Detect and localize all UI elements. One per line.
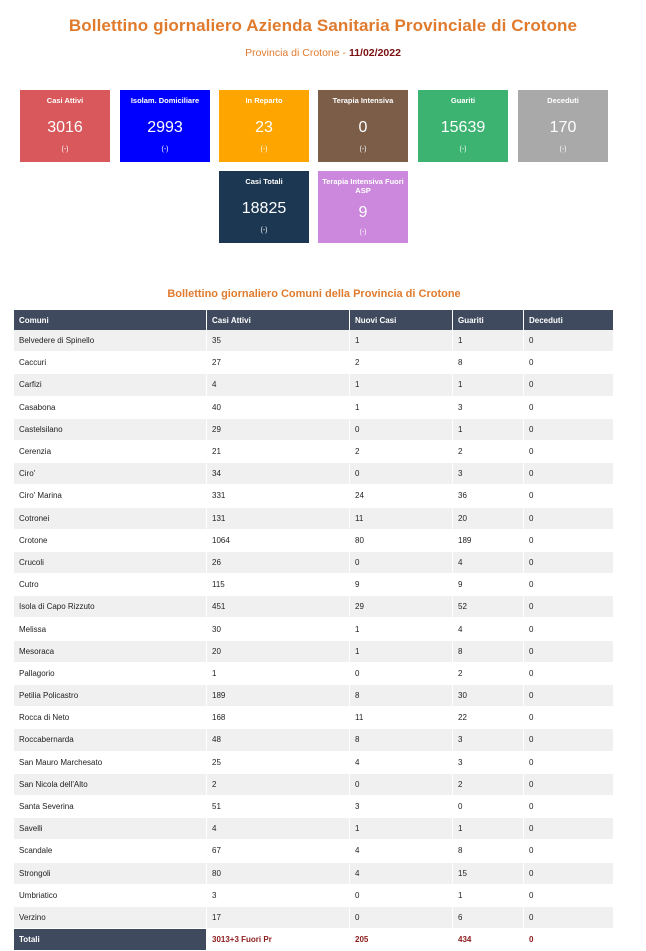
cell-casi-attivi: 48 [207,729,350,751]
cell-guariti: 4 [453,618,524,640]
table-row [14,707,614,729]
card-casi-attivi [20,90,110,162]
cell-casi-attivi: 20 [207,641,350,663]
cell-casi-attivi: 2 [207,774,350,796]
table-row [14,397,614,419]
table-row [14,441,614,463]
cell-guariti: 3 [453,463,524,485]
cell-deceduti: 0 [524,907,614,929]
table-row [14,663,614,685]
totals-casi-attivi: 3013+3 Fuori Pr [207,929,350,951]
cell-comune: Belvedere di Spinello [14,330,207,352]
cell-nuovi-casi: 0 [350,419,453,441]
card-delta: (-) [359,146,367,153]
table-row [14,374,614,396]
cell-comune: Mesoraca [14,641,207,663]
column-header-deceduti: Deceduti [524,310,614,330]
cell-nuovi-casi: 1 [350,818,453,840]
card-deceduti [518,90,608,162]
cell-nuovi-casi: 0 [350,885,453,907]
cell-comune: Caccuri [14,352,207,374]
totals-guariti: 434 [453,929,524,951]
cell-deceduti: 0 [524,552,614,574]
cell-guariti: 1 [453,330,524,352]
column-header-comuni: Comuni [14,310,207,330]
card-delta: (-) [260,146,268,153]
cell-nuovi-casi: 11 [350,707,453,729]
card-in-reparto [219,90,309,162]
cell-comune: Santa Severina [14,796,207,818]
cell-nuovi-casi: 1 [350,374,453,396]
cell-casi-attivi: 131 [207,508,350,530]
cell-guariti: 36 [453,485,524,507]
cell-casi-attivi: 40 [207,397,350,419]
cell-guariti: 22 [453,707,524,729]
cell-comune: Petilia Policastro [14,685,207,707]
cell-deceduti: 0 [524,352,614,374]
cell-guariti: 3 [453,397,524,419]
card-label: Guariti [450,96,476,105]
cell-deceduti: 0 [524,774,614,796]
cell-deceduti: 0 [524,508,614,530]
cell-casi-attivi: 17 [207,907,350,929]
cell-deceduti: 0 [524,441,614,463]
cell-nuovi-casi: 29 [350,596,453,618]
card-value: 23 [255,119,273,136]
cell-deceduti: 0 [524,330,614,352]
cell-deceduti: 0 [524,863,614,885]
table-title: Bollettino giornaliero Comuni della Provincia di Crotone [167,288,461,300]
card-label: In Reparto [245,96,283,105]
cell-comune: Scandale [14,840,207,862]
cell-comune: Ciro' [14,463,207,485]
cell-guariti: 2 [453,663,524,685]
cell-casi-attivi: 26 [207,552,350,574]
totals-row [14,929,614,951]
cell-casi-attivi: 331 [207,485,350,507]
cell-nuovi-casi: 3 [350,796,453,818]
table-row [14,419,614,441]
cell-comune: Umbriatico [14,885,207,907]
column-header-casi-attivi: Casi Attivi [207,310,350,330]
cell-nuovi-casi: 8 [350,685,453,707]
card-label: Terapia Intensiva Fuori ASP [322,177,404,195]
card-value: 2993 [147,119,183,136]
cell-deceduti: 0 [524,685,614,707]
card-terapia-intensiva-fuori-asp [318,171,408,243]
cell-casi-attivi: 21 [207,441,350,463]
card-label: Casi Totali [245,177,283,186]
table-row [14,508,614,530]
bulletin-date: 11/02/2022 [348,47,401,59]
cell-casi-attivi: 80 [207,863,350,885]
cell-deceduti: 0 [524,796,614,818]
cell-nuovi-casi: 0 [350,774,453,796]
table-row [14,618,614,640]
cell-comune: Savelli [14,818,207,840]
table-row [14,885,614,907]
card-delta: (-) [61,146,69,153]
cell-nuovi-casi: 0 [350,663,453,685]
cell-comune: Crucoli [14,552,207,574]
cell-guariti: 30 [453,685,524,707]
card-label: Terapia Intensiva [332,96,394,105]
cell-guariti: 2 [453,774,524,796]
cell-comune: San Nicola dell'Alto [14,774,207,796]
cell-nuovi-casi: 4 [350,752,453,774]
cell-nuovi-casi: 24 [350,485,453,507]
cell-nuovi-casi: 1 [350,618,453,640]
table-row [14,752,614,774]
card-isolamento-domiciliare [120,90,210,162]
table-row [14,530,614,552]
cell-nuovi-casi: 11 [350,508,453,530]
cell-comune: Melissa [14,618,207,640]
table-row [14,596,614,618]
table-row [14,330,614,352]
cell-comune: Cerenzia [14,441,207,463]
cell-casi-attivi: 51 [207,796,350,818]
cell-nuovi-casi: 2 [350,352,453,374]
cell-guariti: 4 [453,552,524,574]
totals-deceduti: 0 [524,929,614,951]
table-row [14,774,614,796]
cell-casi-attivi: 189 [207,685,350,707]
cell-deceduti: 0 [524,840,614,862]
cell-nuovi-casi: 4 [350,840,453,862]
cell-deceduti: 0 [524,618,614,640]
table-row [14,840,614,862]
cell-nuovi-casi: 1 [350,641,453,663]
cell-casi-attivi: 1 [207,663,350,685]
cell-comune: Cutro [14,574,207,596]
cell-nuovi-casi: 80 [350,530,453,552]
card-delta: (-) [459,146,467,153]
cell-guariti: 8 [453,641,524,663]
cell-casi-attivi: 3 [207,885,350,907]
cell-deceduti: 0 [524,885,614,907]
cell-deceduti: 0 [524,752,614,774]
cell-guariti: 1 [453,818,524,840]
cell-deceduti: 0 [524,818,614,840]
cell-casi-attivi: 34 [207,463,350,485]
column-header-guariti: Guariti [453,310,524,330]
cell-deceduti: 0 [524,663,614,685]
card-value: 15639 [440,119,486,136]
cell-guariti: 6 [453,907,524,929]
table-row [14,574,614,596]
card-casi-totali [219,171,309,243]
cell-casi-attivi: 1064 [207,530,350,552]
totals-nuovi-casi: 205 [350,929,453,951]
table-header-row [14,310,614,330]
cell-guariti: 0 [453,796,524,818]
table-row [14,863,614,885]
cell-casi-attivi: 4 [207,374,350,396]
card-value: 9 [358,204,368,221]
table-row [14,796,614,818]
cell-nuovi-casi: 1 [350,397,453,419]
card-value: 18825 [241,200,287,217]
table-row [14,818,614,840]
cell-comune: Cotronei [14,508,207,530]
cell-comune: Casabona [14,397,207,419]
cell-casi-attivi: 168 [207,707,350,729]
table-row [14,463,614,485]
cell-nuovi-casi: 8 [350,729,453,751]
cell-guariti: 3 [453,752,524,774]
card-label: Casi Attivi [46,96,84,105]
table-row [14,729,614,751]
cell-deceduti: 0 [524,729,614,751]
cell-deceduti: 0 [524,419,614,441]
cell-guariti: 8 [453,352,524,374]
card-value: 0 [358,119,368,136]
cell-comune: Verzino [14,907,207,929]
cell-guariti: 1 [453,885,524,907]
comuni-table [14,310,614,951]
cell-casi-attivi: 67 [207,840,350,862]
totals-label: Totali [14,929,207,951]
cell-casi-attivi: 30 [207,618,350,640]
cell-guariti: 20 [453,508,524,530]
cell-nuovi-casi: 0 [350,552,453,574]
cell-guariti: 1 [453,419,524,441]
cell-nuovi-casi: 0 [350,463,453,485]
cell-casi-attivi: 115 [207,574,350,596]
cell-casi-attivi: 27 [207,352,350,374]
cell-guariti: 9 [453,574,524,596]
cell-nuovi-casi: 1 [350,330,453,352]
cell-casi-attivi: 4 [207,818,350,840]
card-delta: (-) [260,227,268,234]
table-row [14,485,614,507]
cell-nuovi-casi: 0 [350,907,453,929]
cell-guariti: 2 [453,441,524,463]
card-label: Isolam. Domiciliare [130,96,200,105]
cell-comune: Crotone [14,530,207,552]
page-title: Bollettino giornaliero Azienda Sanitaria Provinciale di Crotone [68,16,578,35]
cell-nuovi-casi: 2 [350,441,453,463]
cell-guariti: 8 [453,840,524,862]
table-row [14,352,614,374]
card-delta: (-) [359,229,367,236]
cell-guariti: 52 [453,596,524,618]
card-delta: (-) [161,146,169,153]
cell-comune: Rocca di Neto [14,707,207,729]
table-row [14,641,614,663]
cell-deceduti: 0 [524,530,614,552]
cell-guariti: 189 [453,530,524,552]
cell-comune: Carfizi [14,374,207,396]
card-label: Deceduti [547,96,579,105]
card-value: 170 [549,119,577,136]
cell-deceduti: 0 [524,574,614,596]
cell-deceduti: 0 [524,463,614,485]
cell-casi-attivi: 29 [207,419,350,441]
cell-comune: Strongoli [14,863,207,885]
cell-nuovi-casi: 9 [350,574,453,596]
table-row [14,907,614,929]
cell-comune: Castelsilano [14,419,207,441]
cell-guariti: 1 [453,374,524,396]
cell-comune: Ciro' Marina [14,485,207,507]
cell-nuovi-casi: 4 [350,863,453,885]
subtitle-province: Provincia di Crotone - [245,47,349,59]
cell-comune: Roccabernarda [14,729,207,751]
column-header-nuovi-casi: Nuovi Casi [350,310,453,330]
cell-deceduti: 0 [524,707,614,729]
cell-casi-attivi: 25 [207,752,350,774]
card-value: 3016 [47,119,83,136]
card-terapia-intensiva [318,90,408,162]
card-delta: (-) [559,146,567,153]
cell-comune: San Mauro Marchesato [14,752,207,774]
cell-comune: Isola di Capo Rizzuto [14,596,207,618]
cell-casi-attivi: 35 [207,330,350,352]
cell-deceduti: 0 [524,485,614,507]
cell-guariti: 3 [453,729,524,751]
cell-comune: Pallagorio [14,663,207,685]
table-row [14,552,614,574]
cell-deceduti: 0 [524,397,614,419]
cell-casi-attivi: 451 [207,596,350,618]
page-subtitle [0,47,646,59]
cell-deceduti: 0 [524,641,614,663]
cell-guariti: 15 [453,863,524,885]
cell-deceduti: 0 [524,596,614,618]
table-row [14,685,614,707]
cell-deceduti: 0 [524,374,614,396]
card-guariti [418,90,508,162]
